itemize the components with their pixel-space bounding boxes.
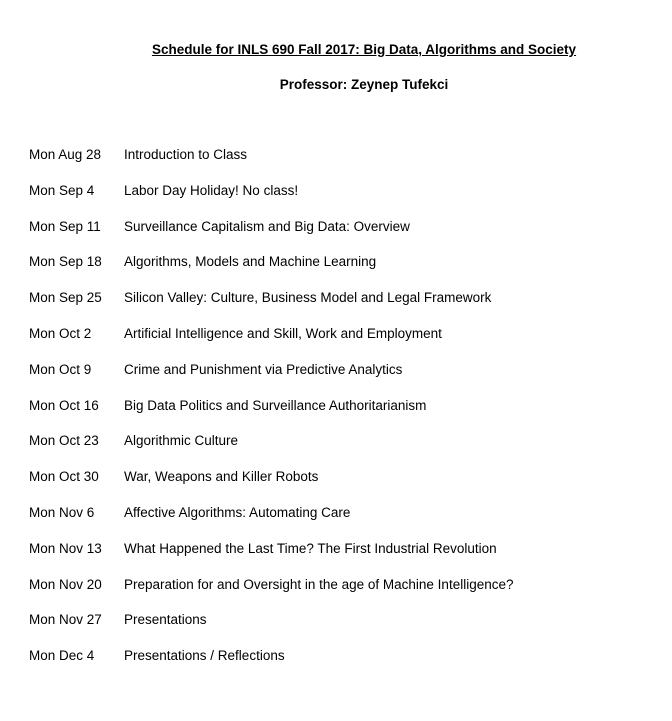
schedule-topic: Big Data Politics and Surveillance Authoritarianism [124,397,427,413]
professor-line: Professor: Zeynep Tufekci [279,77,449,92]
schedule-topic: Presentations [124,612,207,628]
schedule-date: Mon Nov 6 [29,504,95,520]
schedule-list [29,147,659,684]
schedule-topic: War, Weapons and Killer Robots [124,469,319,485]
schedule-date: Mon Nov 27 [29,612,102,628]
schedule-date: Mon Dec 4 [29,648,95,664]
schedule-topic: Artificial Intelligence and Skill, Work and Employment [124,325,442,341]
schedule-row [29,612,659,648]
schedule-topic: Preparation for and Oversight in the age of Machine Intelligence? [124,576,514,592]
schedule-date: Mon Nov 20 [29,576,102,592]
schedule-date: Mon Oct 23 [29,433,99,449]
schedule-row [29,326,659,362]
schedule-date: Mon Nov 13 [29,540,102,556]
schedule-topic: Presentations / Reflections [124,648,285,664]
schedule-topic: Affective Algorithms: Automating Care [124,504,351,520]
schedule-topic: Algorithmic Culture [124,433,239,449]
schedule-topic: Algorithms, Models and Machine Learning [124,254,377,270]
schedule-row [29,147,659,183]
schedule-date: Mon Aug 28 [29,147,102,162]
schedule-date: Mon Sep 11 [29,218,101,234]
schedule-date: Mon Oct 30 [29,469,99,485]
schedule-row [29,290,659,326]
schedule-row [29,398,659,434]
schedule-row [29,505,659,541]
schedule-topic: Labor Day Holiday! No class! [124,182,299,198]
schedule-date: Mon Oct 9 [29,361,92,377]
schedule-row [29,577,659,613]
schedule-date: Mon Sep 4 [29,182,95,198]
schedule-row [29,183,659,219]
schedule-topic: Surveillance Capitalism and Big Data: Overview [124,218,410,234]
page-title: Schedule for INLS 690 Fall 2017: Big Data, Algorithms and Society [151,42,577,57]
schedule-row [29,433,659,469]
schedule-topic: Introduction to Class [124,147,248,162]
schedule-date: Mon Oct 16 [29,397,99,413]
schedule-topic: What Happened the Last Time? The First Industrial Revolution [124,540,497,556]
schedule-row [29,219,659,255]
schedule-date: Mon Oct 2 [29,325,92,341]
schedule-row [29,254,659,290]
schedule-row [29,362,659,398]
schedule-date: Mon Sep 18 [29,254,102,270]
schedule-row [29,541,659,577]
schedule-topic: Silicon Valley: Culture, Business Model and Legal Framework [124,290,492,306]
schedule-row [29,648,659,684]
schedule-row [29,469,659,505]
schedule-topic: Crime and Punishment via Predictive Analytics [124,361,403,377]
schedule-date: Mon Sep 25 [29,290,102,306]
